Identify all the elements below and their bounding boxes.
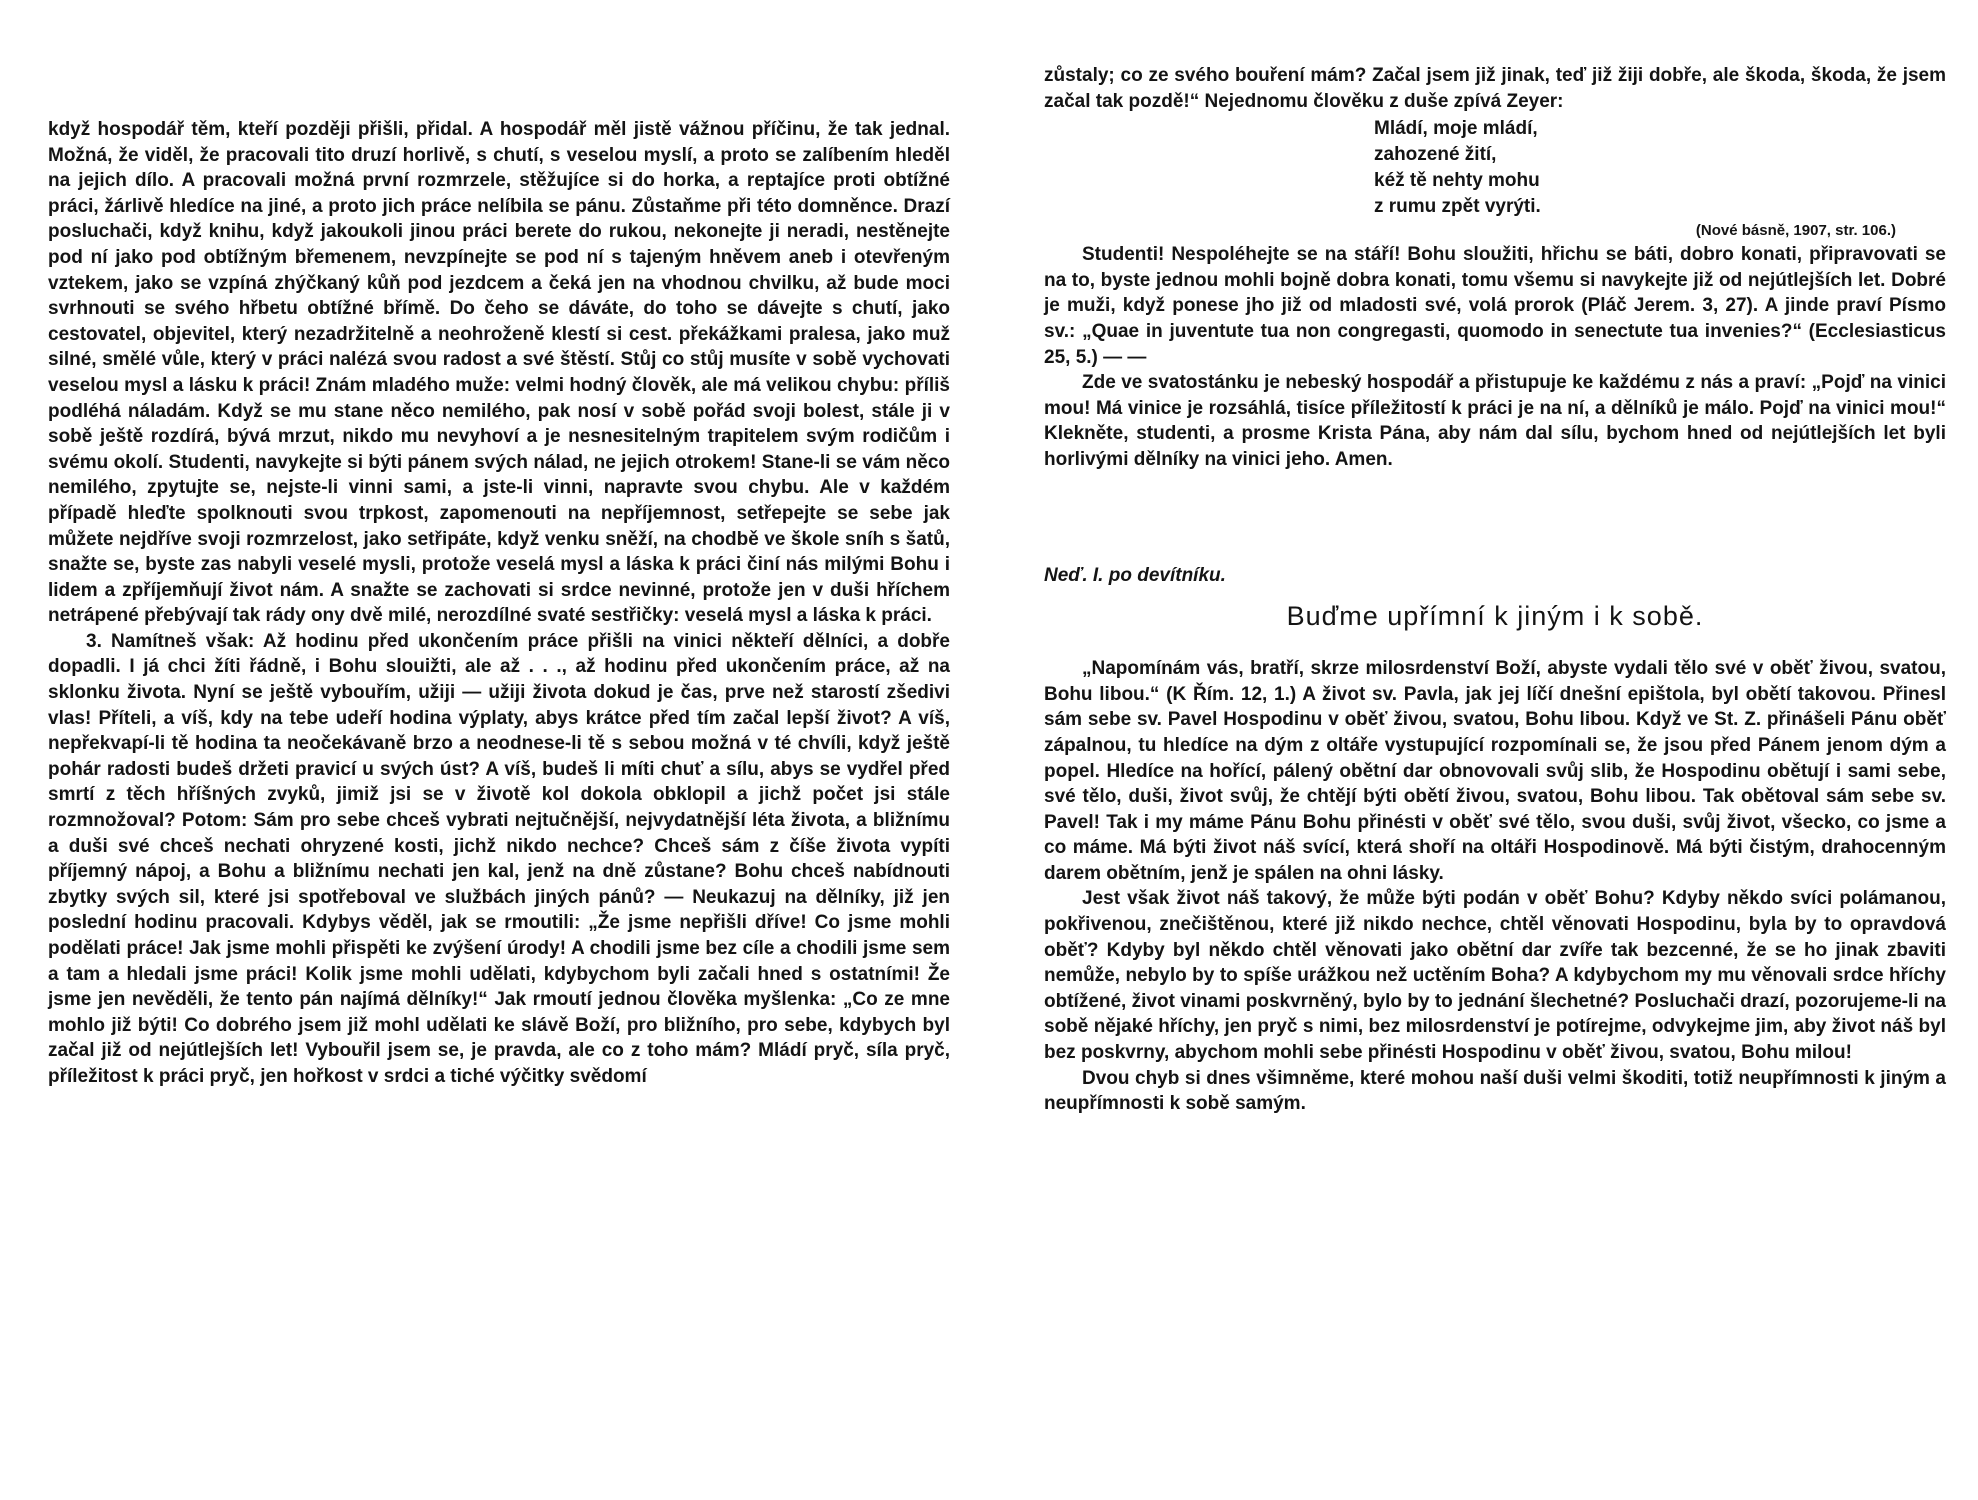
paragraph: když hospodář těm, kteří později přišli, přidal. A hospodář měl jistě vážnou příčinu, že tak jednal. Možná, že viděl, že pracovali tito druzí horlivě, s chutí, s veselou myslí, a proto se zalíbením hleděl na jejich dílo. A pracovali možná první rozmrzele, stěžujíce si do horka, a reptajíce proti obtížné práci, žárlivě hledíce na jiné, a proto jich práce nelíbila se pánu. Zůstaňme při této domněnce. Drazí posluchači, když knihu, když jakoukoli jinou práci berete do rukou, nekonejte ji neradi, nestěnejte pod ní jako pod obtížným břemenem, nevzpínejte se pod ní s tajeným hněvem aneb i otevřeným vztekem, jako se vzpíná zhýčkaný kůň pod jezdcem a čeká jen na vhodnou chvilku, až bude moci svrhnouti se svého hřbetu obtížné břímě. Do čeho se dáváte, do toho se dávejte s chutí, jako cestovatel, objevitel, který nezadržitelně a neohroženě klestí si cest. překážkami pralesa, jako muž silné, smělé vůle, který v práci nalézá svou radost a své štěstí. Stůj co stůj musíte v sobě vychovati veselou mysl a lásku k práci! Znám mladého muže: velmi hodný člověk, ale má velikou chybu: příliš podléhá náladám. Když se mu stane něco nemilého, pak nosí v sobě pořád svoji bolest, stále ji v sobě ještě rozdírá, bývá mrzut, nikdo mu nevyhoví a je nesnesitelným trapitelem svým rodičům i svému okolí. Studenti, navykejte si býti pánem svých nálad, ne jejich otrokem! Stane-li se vám něco nemilého, zpytujte se, nejste-li vinni sami, a jste-li vinni, napravte svou chybu. Ale v každém případě hleďte spolknouti svou trpkost, zapomenouti na nepříjemnost, setřepejte se sebe jak můžete nejdříve svoji rozmrzelost, jako setřipáte, když venku sněží, na chodbě ve škole sníh s šatů, snažte se, byste zas nabyli veselé mysli, protože veselá mysl a láska k práci činí nás milými Bohu i lidem a zpříjemňují život nám. A snažte se zachovati si srdce nevinné, protože jen v duši hříchem netrápené přebývají tak rády ony dvě milé, nerozdílné svaté sestřičky: veselá mysl a láska k práci. [48, 119, 950, 627]
poem-source: (Nové básně, 1907, str. 106.) [1695, 222, 1896, 240]
paragraph: Zde ve svatostánku je nebeský hospodář a přistupuje ke každému z nás a praví: „Pojď na vinici mou! Má vinice je rozsáhlá, tisíce příležitostí k práci je na ní, a dělníků je málo. Pojď na vinici mou!“ Klekněte, studenti, a prosme Krista Pána, aby nám dal sílu, bychom hned od nejútlejších let byli horlivými dělníky na vinici jeho. Amen. [1044, 372, 1946, 470]
right-page-text [1044, 63, 1946, 1117]
paragraph: 3. Namítneš však: Až hodinu před ukončením práce přišli na vinici někteří dělníci, a dobře dopadli. I já chci žíti řádně, i Bohu slouižti, ale až . . ., až hodinu před ukončením práce, až na sklonku života. Nyní se ještě vybouřím, užiji — užiji života dokud je čas, prve než starostí zšedivi vlas! Příteli, a víš, kdy na tebe udeří hodina výplaty, abys krátce před tím začal lepší život? A víš, nepřekvapí-li tě hodina ta neočekávaně brzo a neodnese-li tě s sebou možná v té chvíli, když ještě pohár radosti budeš držeti pravicí u svých úst? A víš, budeš li míti chuť a sílu, abys se vydřel před smrtí z těch hříšných zvyků, jimiž jsi se v životě kol dokola obklopil a jichž počet jsi stále rozmnožoval? Potom: Sám pro sebe chceš vybrati nejtučnější, nejvydatnější léta života, a bližnímu a duši své chceš nechati ohryzené kosti, jichž nikdo nechce? Chceš sám z číše života vypíti příjemný nápoj, a Bohu a bližnímu nechati jen kal, jenž na dně zůstane? Bohu chceš nabídnouti zbytky svých sil, které jsi spotřeboval ve službách jiných pánů? — Neukazuj na dělníky, již jen poslední hodinu pracovali. Kdybys věděl, jak se rmoutili: „Že jsme nepřišli dříve! Co jsme mohli podělati práce! Jak jsme mohli přispěti ke zvýšení úrody! A chodili jsme bez cíle a chodili jsme sem a tam a hledali jsme práci! Kolik jsme mohli udělati, kdybychom byli začali hned s ostatními! Že jsme jen nevěděli, že tento pán najímá dělníky!“ Jak rmoutí jednou člověka myšlenka: „Co ze mne mohlo již býti! Co dobrého jsem již mohl udělati ke slávě Boží, pro bližního, pro sebe, kdybych byl začal již od nejútlejších let! Vybouřil jsem se, je pravda, ale co z toho mám? Mládí pryč, síla pryč, příležitost k práci pryč, jen hořkost v srdci a tiché výčitky svědomí [48, 630, 950, 1087]
poem [1374, 116, 1946, 220]
paragraph: Dvou chyb si dnes všimněme, které mohou naší duši velmi škoditi, totiž neupřímnosti k jiným a neupřímnosti k sobě samým. [1044, 1067, 1946, 1115]
left-page-text [48, 117, 950, 1090]
section-heading: Neď. I. po devítníku. [1044, 564, 1226, 586]
paragraph: Studenti! Nespoléhejte se na stáří! Bohu sloužiti, hřichu se báti, dobro konati, připravovati se na to, byste jednou mohli bojně dobra konati, tomu všemu si navykejte již od nejútlejších let. Dobré je muži, když ponese jho již od mladosti své, volá prorok (Pláč Jerem. 3, 27). A jinde praví Písmo sv.: „Quae in juventute tua non congregasti, quomodo in senectute tua invenies?“ (Ecclesiasticus 25, 5.) — — [1044, 244, 1946, 368]
poem-line: z rumu zpět vyrýti. [1374, 196, 1541, 218]
poem-line: zahozené žití, [1374, 144, 1497, 166]
poem-line: Mládí, moje mládí, [1374, 118, 1538, 140]
right-page [989, 0, 1978, 1500]
paragraph: zůstaly; co ze svého bouření mám? Začal jsem již jinak, teď již žiji dobře, ale škoda, škoda, že jsem začal tak pozdě!“ Nejednomu člověku z duše zpívá Zeyer: [1044, 65, 1946, 112]
spacer [1044, 473, 1946, 563]
poem-line: kéž tě nehty mohu [1374, 170, 1540, 192]
sermon-title: Buďme upřímní k jiným i k sobě. [1286, 601, 1704, 632]
paragraph: Jest však život náš takový, že může býti podán v oběť Bohu? Kdyby někdo svíci polámanou, pokřivenou, znečištěnou, které již nikdo nechce, chtěl věnovati Hospodinu, byla by to opravdová oběť? Kdyby byl někdo chtěl věnovati jako obětní dar zvíře tak bezcenné, že se ho jinak zbaviti nemůže, nebylo by to spíše urážkou než uctěním Boha? A kdybychom my mu věnovali srdce hříchy obtížené, život vinami poskvrněný, bylo by to jednání šlechetné? Posluchači drazí, pozorujeme-li na sobě nějaké hříchy, jen pryč s nimi, bez milosrdenství je potírejme, odvykejme jim, aby život náš byl bez poskvrny, abychom mohli sebe přinésti Hospodinu v oběť živou, svatou, Bohu milou! [1044, 888, 1946, 1064]
paragraph: „Napomínám vás, bratří, skrze milosrdenství Boží, abyste vydali tělo své v oběť živou, svatou, Bohu libou.“ (K Řím. 12, 1.) A život sv. Pavla, jak jej líčí dnešní epištola, byl obětí takovou. Přinesl sám sebe sv. Pavel Hospodinu v oběť živou, svatou, Bohu libou. Když ve St. Z. přinášeli Pánu oběť zápalnou, tu hledíce na dým z oltáře vystupující rozpomínali se, že jsou před Pánem jenom dým a popel. Hledíce na hořící, pálený obětní dar obnovovali svůj slib, že Hospodinu obětují i sami sebe, své tělo, duši, život svůj, že chtějí býti obětí živou, svatou, Bohu libou. Tak obětoval sám sebe sv. Pavel! Tak i my máme Pánu Bohu přinésti v oběť své tělo, svou duši, svůj život, všecko, co jsme a co máme. Má býti život náš svící, která shoří na oltáři Hospodinově. Má býti čistým, drahocenným darem obětním, jenž je spálen na ohni lásky. [1044, 658, 1946, 884]
